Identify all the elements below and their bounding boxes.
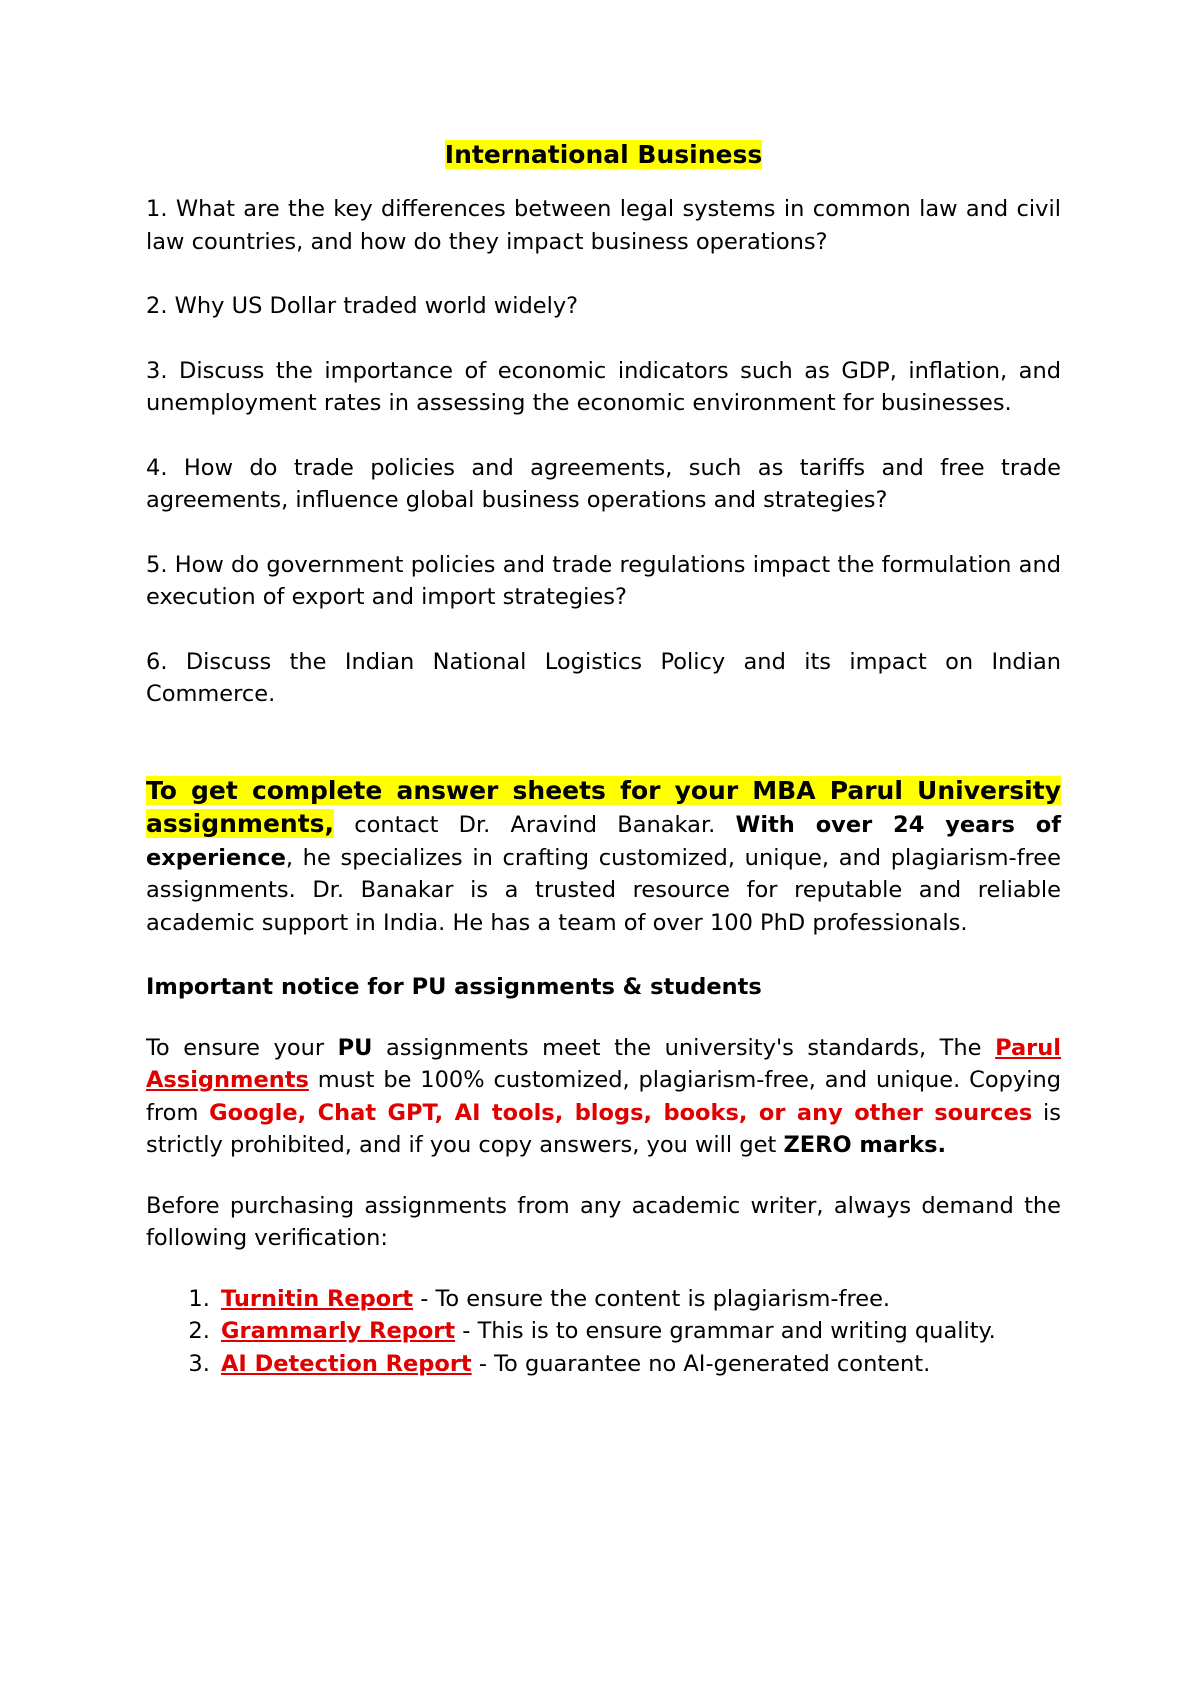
promo-experience: With over 24 years of experience [146, 812, 1061, 871]
ai-detection-report-link[interactable]: AI Detection Report [221, 1350, 472, 1377]
document-page [146, 138, 1061, 1380]
verification-intro: Before purchasing assignments from any academic writer, always demand the following verification: [146, 1192, 1061, 1251]
promo-headline: To get complete answer sheets for your MBA Parul University assignments, [146, 775, 1061, 838]
notice-pu: PU [337, 1034, 373, 1061]
notice-text: is strictly prohibited, and if you copy answers, you will get [146, 1099, 1061, 1158]
question-6: 6. Discuss the Indian National Logistics Policy and its impact on Indian Commerce. [146, 648, 1061, 707]
zero-marks: ZERO marks. [783, 1132, 947, 1158]
promo-rest: , he specializes in crafting customized, unique, and plagiarism-free assignments. Dr. Banakar is a trusted resource for reputable and reliable academic support in India. He has a team of over 100 PhD professionals. [146, 844, 1061, 936]
promo-paragraph [146, 775, 1061, 940]
question-1: 1. What are the key differences between legal systems in common law and civil law countries, and how do they impact business operations? [146, 196, 1061, 255]
question-2: 2. Why US Dollar traded world widely? [146, 293, 579, 319]
verification-list [146, 1283, 1061, 1381]
turnitin-report-link[interactable]: Turnitin Report [221, 1285, 414, 1312]
grammarly-report-link[interactable]: Grammarly Report [221, 1318, 456, 1344]
notice-text: assignments meet the university's standards, The [372, 1034, 996, 1061]
notice-heading: Important notice for PU assignments & students [146, 974, 762, 1000]
list-item-desc: - This is to ensure grammar and writing quality. [455, 1318, 996, 1344]
prohibited-sources: Google, Chat GPT, AI tools, blogs, books, or any other sources [209, 1099, 1033, 1126]
notice-text: must be 100% customized, plagiarism-free, and unique. Copying from [146, 1067, 1061, 1126]
notice-text: To ensure your [146, 1034, 338, 1061]
question-3: 3. Discuss the importance of economic indicators such as GDP, inflation, and unemployment rates in assessing the economic environment for businesses. [146, 357, 1061, 416]
question-4: 4. How do trade policies and agreements, such as tariffs and free trade agreements, influence global business operations and strategies? [146, 454, 1061, 513]
document-title: International Business [444, 140, 763, 169]
parul-assignments-link[interactable]: Parul Assignments [146, 1034, 1061, 1093]
promo-contact: contact Dr. Aravind Banakar. [334, 812, 736, 838]
notice-paragraph [146, 1032, 1061, 1162]
list-item-desc: - To ensure the content is plagiarism-free. [413, 1285, 891, 1312]
list-item-desc: - To guarantee no AI-generated content. [471, 1350, 931, 1377]
list-item [217, 1283, 1061, 1316]
question-5: 5. How do government policies and trade regulations impact the formulation and execution of export and import strategies? [146, 551, 1061, 610]
list-item [217, 1315, 1061, 1348]
list-item [217, 1348, 1061, 1381]
